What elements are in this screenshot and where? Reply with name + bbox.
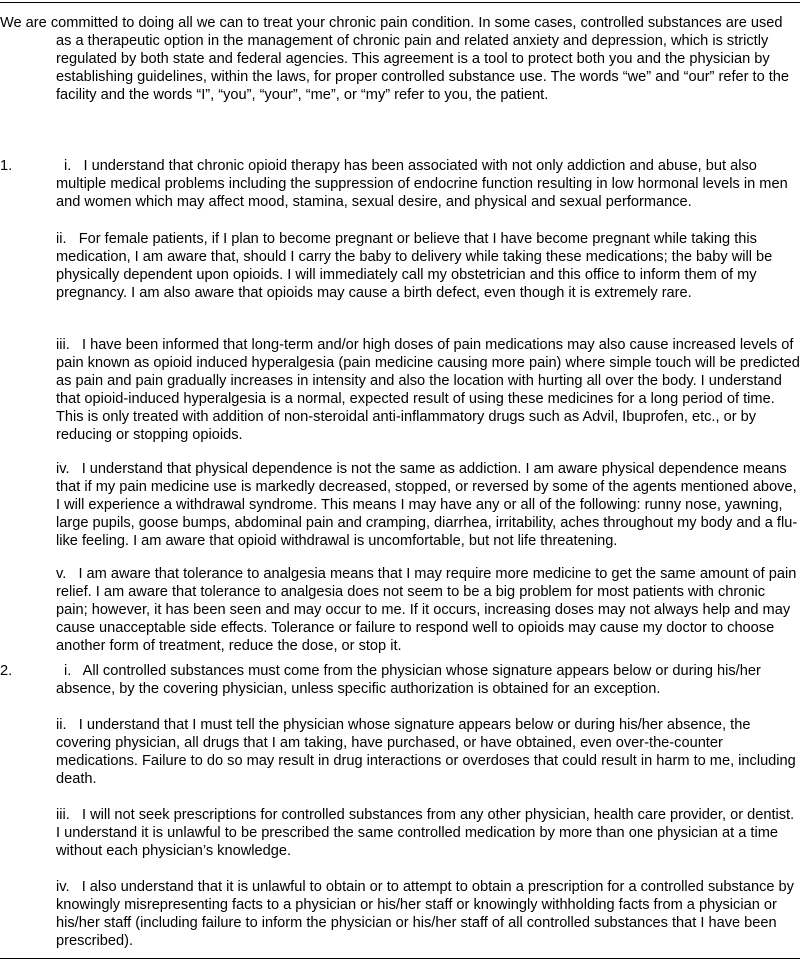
item-roman: i. — [64, 663, 72, 679]
bottom-rule — [0, 958, 800, 959]
item-text: For female patients, if I plan to become pregnant or believe that I have become pregnant while taking this medication, I am aware that, should I carry the baby to delivery while taking these medications; the baby will be physically dependent upon opioids. I will immediately call my obstetrician and this office to inform them of my pregnancy. I am also aware that opioids may cause a birth defect, even though it is extremely rare. — [56, 231, 773, 301]
item-roman: iii. — [56, 807, 70, 823]
item-roman: iii. — [56, 337, 70, 353]
item-text: I understand that I must tell the physician whose signature appears below or during his/her absence, the covering physician, all drugs that I am taking, have purchased, or have obtained, even over-the-counter medications. Failure to do so may result in drug interactions or overdoses that could result in harm to me, including death. — [56, 717, 796, 787]
item-roman: ii. — [56, 231, 67, 247]
item-text: I will not seek prescriptions for controlled substances from any other physician, health care provider, or dentist. I understand it is unlawful to be prescribed the same controlled medication by more than one physician at a time without each physician’s knowledge. — [56, 807, 795, 859]
section-number: 1. — [0, 158, 13, 174]
item-text: I also understand that it is unlawful to obtain or to attempt to obtain a prescription for a controlled substance by knowingly misrepresenting facts to a physician or his/her staff or knowingly withholding facts from a physician or his/her staff (including failure to inform the physician or his/her staff of all controlled substances that I have been prescribed). — [56, 879, 794, 949]
item-text: All controlled substances must come from the physician whose signature appears below or during his/her absence, by the covering physician, unless specific authorization is obtained for an exception. — [56, 663, 761, 697]
list-item — [56, 157, 800, 211]
section-number: 2. — [0, 663, 13, 679]
top-rule — [0, 2, 800, 3]
item-roman: ii. — [56, 717, 67, 733]
list-item — [56, 716, 800, 788]
item-roman: iv. — [56, 461, 70, 477]
intro-paragraph: We are committed to doing all we can to treat your chronic pain condition. In some cases, controlled substances are used as a therapeutic option in the management of chronic pain and related anxiety and depression, which is strictly regulated by both state and federal agencies. This agreement is a tool to protect both you and the physician by establishing guidelines, within the laws, for proper controlled substance use. The words “we” and “our” refer to the facility and the words “I”, “you”, “your”, “me”, or “my” refer to you, the patient. — [0, 15, 790, 103]
item-text: I am aware that tolerance to analgesia means that I may require more medicine to get the same amount of pain relief. I am aware that tolerance to analgesia does not seem to be a big problem for most patients with chronic pain; however, it has been seen and may occur to me. If it occurs, increasing doses may not always help and may cause unacceptable side effects. Tolerance or failure to respond well to opioids may cause my doctor to choose another form of treatment, reduce the dose, or stop it. — [56, 566, 797, 654]
list-item — [56, 460, 800, 550]
list-item — [56, 230, 800, 302]
item-roman: v. — [56, 566, 67, 582]
item-roman: i. — [64, 158, 72, 174]
list-item — [56, 662, 800, 698]
list-item — [56, 806, 800, 860]
item-text: I understand that physical dependence is not the same as addiction. I am aware physical dependence means that if my pain medicine use is markedly decreased, stopped, or reversed by some of the agents mentioned above, I will experience a withdrawal syndrome. This means I may have any or all of the following: runny nose, yawning, large pupils, goose bumps, abdominal pain and cramping, diarrhea, irritability, aches throughout my body and a flu-like feeling. I am aware that opioid withdrawal is uncomfortable, but not life threatening. — [56, 461, 798, 549]
list-item — [56, 336, 800, 444]
item-text: I understand that chronic opioid therapy has been associated with not only addiction and abuse, but also multiple medical problems including the suppression of endocrine function resulting in low hormonal levels in men and women which may affect mood, stamina, sexual desire, and physical and sexual performance. — [56, 158, 788, 210]
item-roman: iv. — [56, 879, 70, 895]
item-text: I have been informed that long-term and/or high doses of pain medications may also cause increased levels of pain known as opioid induced hyperalgesia (pain medicine causing more pain) where simple touch will be predicted as pain and pain gradually increases in intensity and also the location with hurting all over the body. I understand that opioid-induced hyperalgesia is a normal, expected result of using these medicines for a long period of time. This is only treated with addition of non-steroidal anti-inflammatory drugs such as Advil, Ibuprofen, etc., or by reducing or stopping opioids. — [56, 337, 800, 443]
list-item — [56, 878, 800, 950]
list-item — [56, 565, 800, 655]
